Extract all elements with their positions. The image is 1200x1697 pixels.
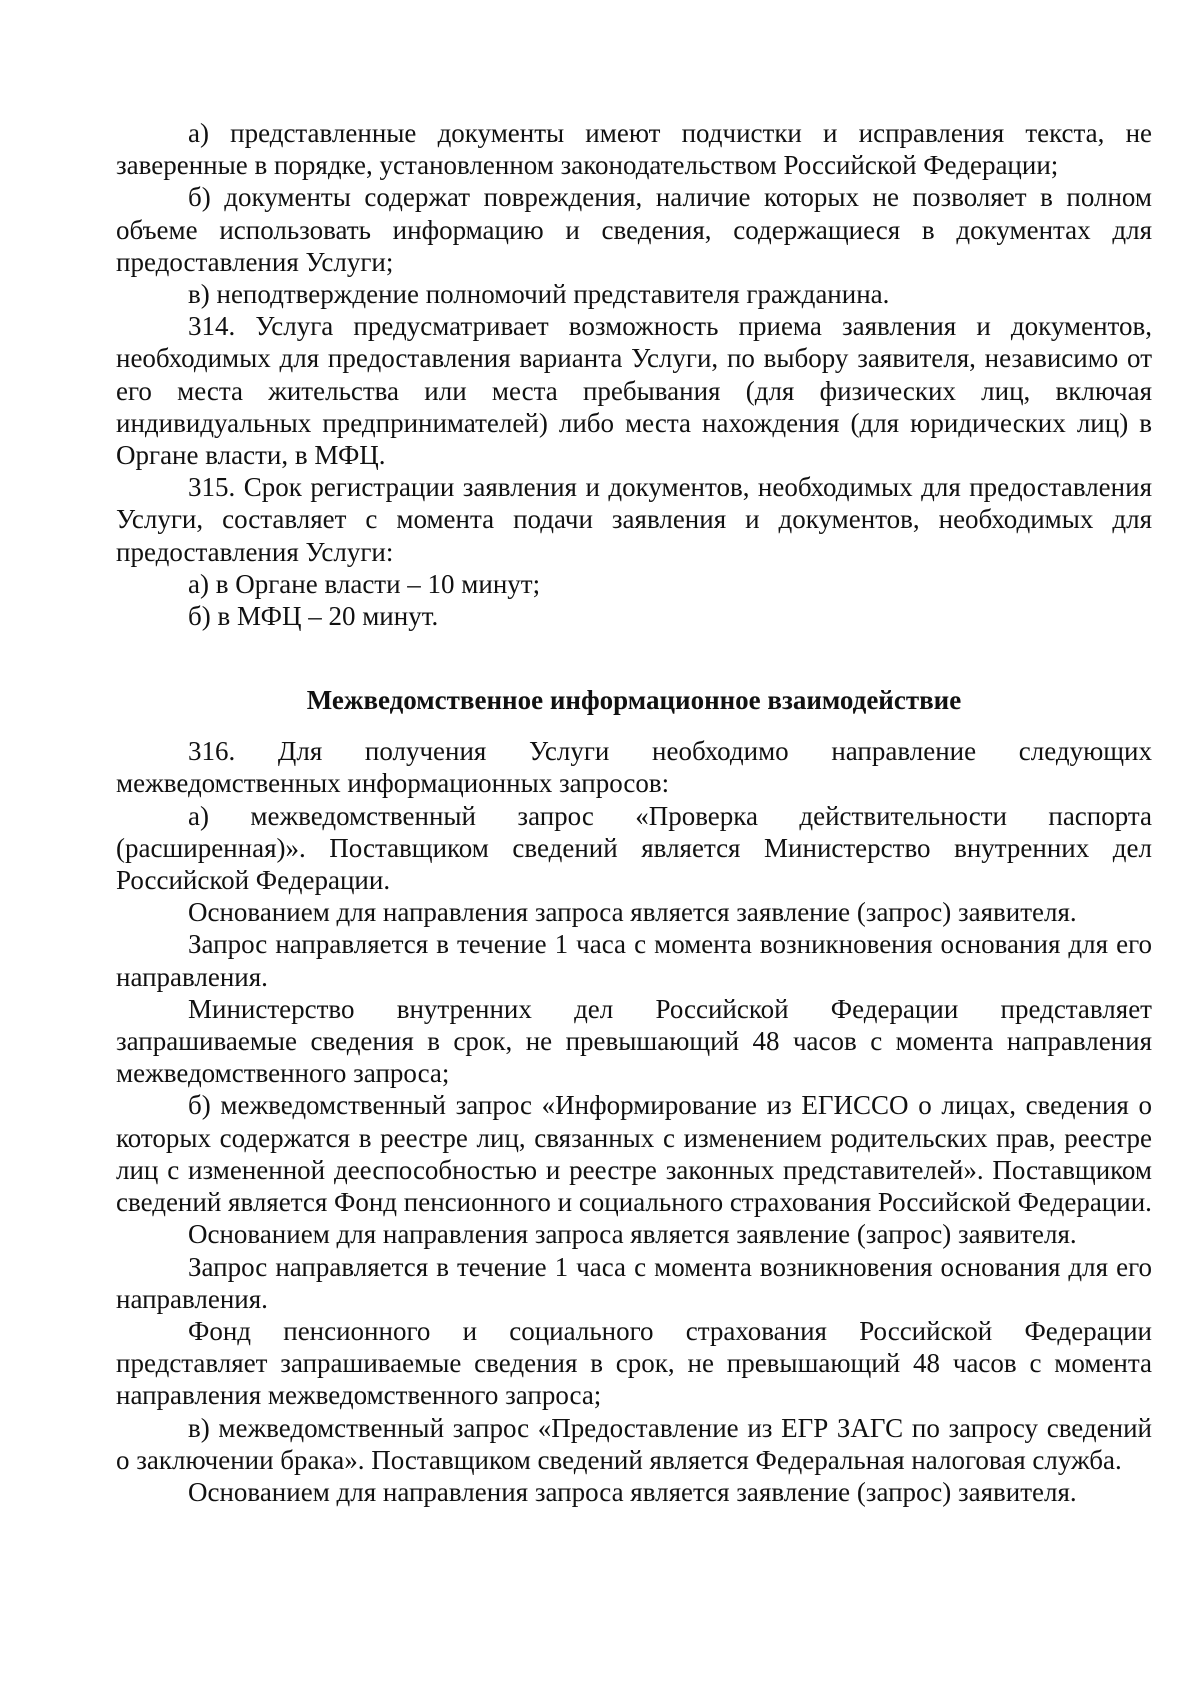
paragraph-item-b-damage: б) документы содержат повреждения, наличие которых не позволяет в полном объеме использовать информацию и сведения, содержащиеся в документах для предоставления Услуги;: [116, 182, 1152, 277]
paragraph-316-b-timing: Запрос направляется в течение 1 часа с момента возникновения основания для его направления.: [116, 1251, 1152, 1314]
paragraph-block-top: [116, 117, 1152, 632]
paragraph-block-bottom: [116, 735, 1152, 1508]
paragraph-316: 316. Для получения Услуги необходимо направление следующих межведомственных информационных запросов:: [116, 736, 1152, 799]
paragraph-316-b-basis: Основанием для направления запроса является заявление (запрос) заявителя.: [188, 1219, 1077, 1250]
paragraph-314: 314. Услуга предусматривает возможность приема заявления и документов, необходимых для предоставления варианта Услуги, по выбору заявителя, независимо от его места жительства или места пребывания (для физических лиц, включая индивидуальных предпринимателей) либо места нахождения (для юридических лиц) в Органе власти, в МФЦ.: [116, 311, 1152, 471]
paragraph-316-b: б) межведомственный запрос «Информирование из ЕГИССО о лицах, сведения о которых содержатся в реестре лиц, связанных с изменением родительских прав, реестре лиц с измененной дееспособностью и реестре законных представителей». Поставщиком сведений является Фонд пенсионного и социального страхования Российской Федерации.: [116, 1090, 1152, 1218]
paragraph-316-a-response: Министерство внутренних дел Российской Федерации представляет запрашиваемые сведения в срок, не превышающий 48 часов с момента направления межведомственного запроса;: [116, 993, 1152, 1089]
paragraph-316-v-basis: Основанием для направления запроса является заявление (запрос) заявителя.: [188, 1476, 1077, 1507]
paragraph-315-a: а) в Органе власти – 10 минут;: [188, 568, 541, 599]
paragraph-item-a-erasures: а) представленные документы имеют подчистки и исправления текста, не заверенные в порядке, установленном законодательством Российской Федерации;: [116, 118, 1152, 181]
document-page: [116, 117, 1152, 1508]
paragraph-315-b: б) в МФЦ – 20 минут.: [188, 601, 439, 632]
paragraph-316-a-basis: Основанием для направления запроса является заявление (запрос) заявителя.: [188, 897, 1077, 928]
paragraph-item-v-authority: в) неподтверждение полномочий представителя гражданина.: [188, 279, 890, 310]
paragraph-315: 315. Срок регистрации заявления и документов, необходимых для предоставления Услуги, составляет с момента подачи заявления и документов, необходимых для предоставления Услуги:: [116, 472, 1152, 567]
paragraph-316-a: а) межведомственный запрос «Проверка действительности паспорта (расширенная)». Поставщиком сведений является Министерство внутренних дел Российской Федерации.: [116, 800, 1152, 896]
section-heading: Межведомственное информационное взаимодействие: [306, 685, 962, 716]
paragraph-316-v: в) межведомственный запрос «Предоставление из ЕГР ЗАГС по запросу сведений о заключении брака». Поставщиком сведений является Федеральная налоговая служба.: [116, 1412, 1152, 1475]
paragraph-316-a-timing: Запрос направляется в течение 1 часа с момента возникновения основания для его направления.: [116, 929, 1152, 992]
paragraph-316-b-response: Фонд пенсионного и социального страхования Российской Федерации представляет запрашиваемые сведения в срок, не превышающий 48 часов с момента направления межведомственного запроса;: [116, 1315, 1152, 1411]
